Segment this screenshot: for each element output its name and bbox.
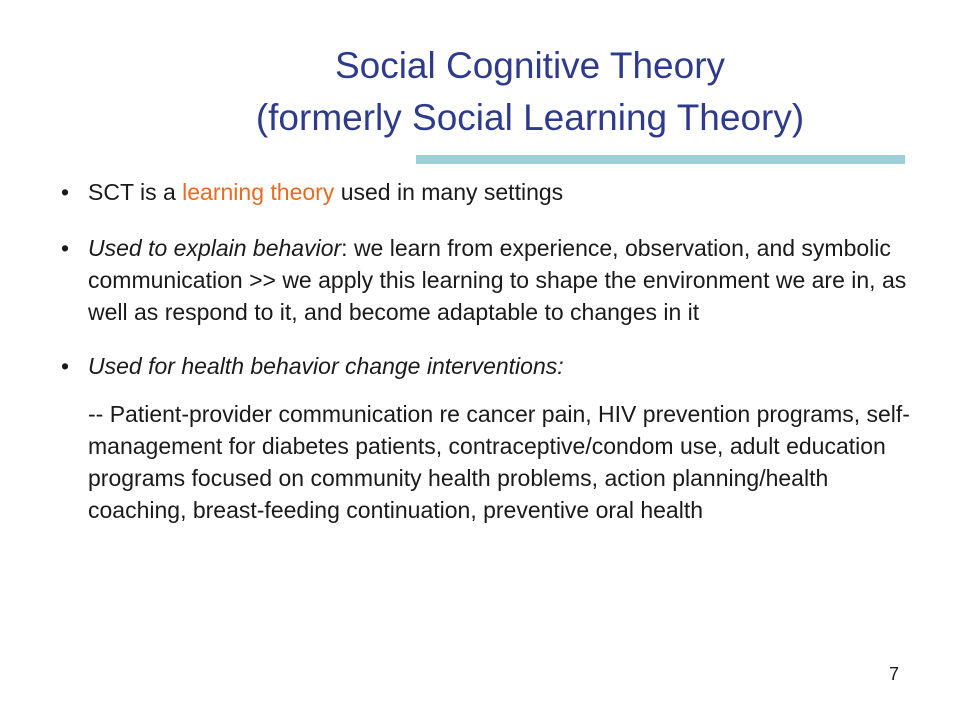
- title-line-2: (formerly Social Learning Theory): [255, 97, 805, 138]
- bullet-icon: •: [61, 353, 70, 379]
- bullet-icon: •: [61, 179, 70, 205]
- slide-number: 7: [889, 664, 900, 684]
- bullet-3-italic: Used for health behavior change interventions:: [88, 353, 564, 379]
- bullet-1-text-post: used in many settings: [334, 179, 564, 205]
- bullet-item-3: [57, 350, 927, 382]
- bullet-item-1: [57, 176, 927, 208]
- title-line-1: Social Cognitive Theory: [334, 45, 726, 86]
- bullet-item-2: [57, 232, 927, 328]
- bullet-2-text: : we learn from experience, observation, and symbolic communication >> we apply this learning to shape the environment we are in, as well as respond to it, and become adaptable to changes in it: [88, 235, 907, 325]
- sub-item-interventions: -- Patient-provider communication re cancer pain, HIV prevention programs, self-management for diabetes patients, contraceptive/condom use, adult education programs focused on community health problems, action planning/health coaching, breast-feeding continuation, preventive oral health: [88, 401, 910, 523]
- bullet-1-highlight: learning theory: [182, 179, 335, 205]
- bullet-2-italic: Used to explain behavior: [88, 235, 342, 261]
- bullet-icon: •: [61, 235, 70, 261]
- bullet-1-text-pre: SCT is a: [88, 179, 183, 205]
- title-divider: [416, 155, 905, 164]
- slide-title: [0, 40, 960, 144]
- slide-content: [57, 176, 927, 526]
